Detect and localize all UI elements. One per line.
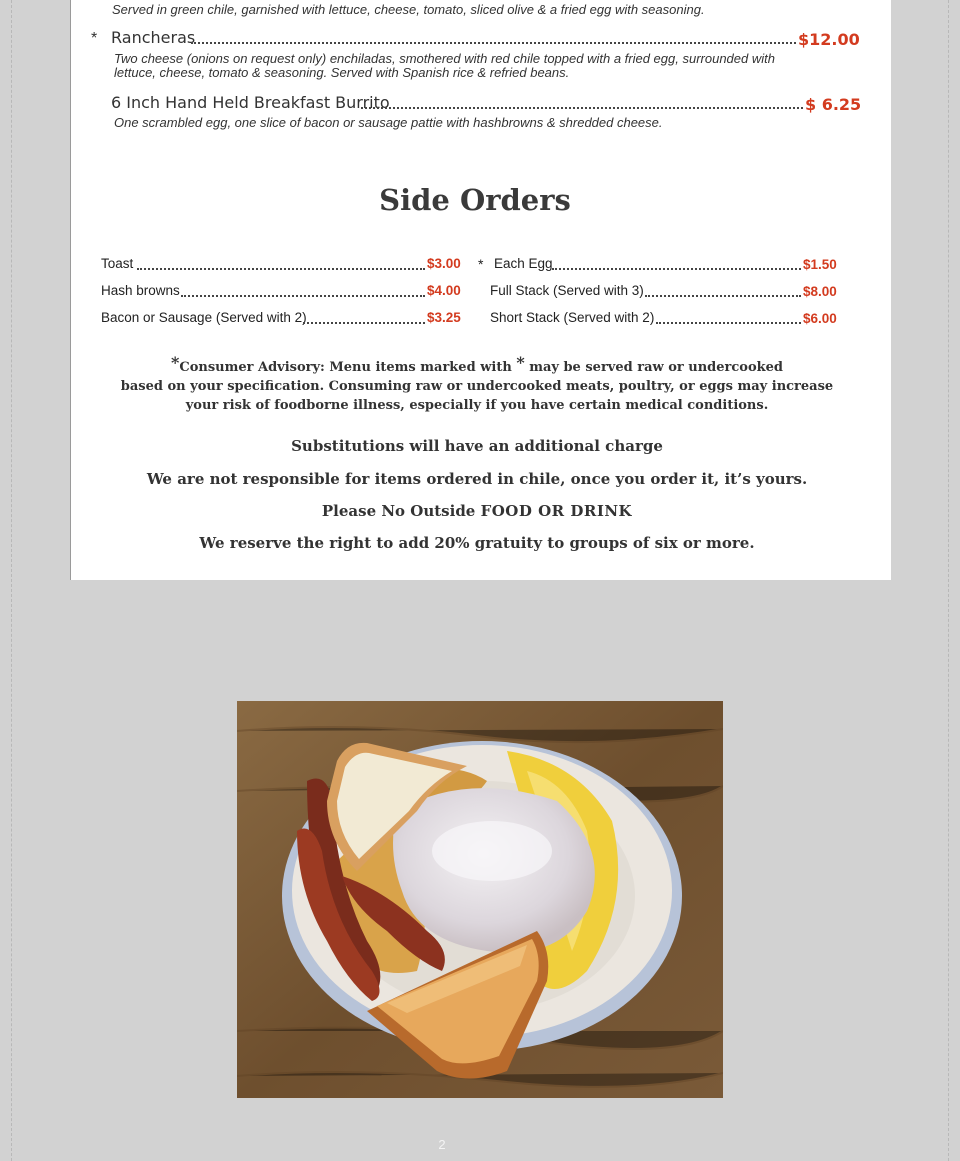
- raw-advisory-star-icon: *: [91, 30, 98, 47]
- side-item-price: $3.00: [427, 256, 461, 271]
- side-item-label: Full Stack (Served with 3): [490, 283, 644, 298]
- left-margin-guide: [11, 0, 12, 1161]
- menu-item-name: 6 Inch Hand Held Breakfast Burrito: [111, 93, 390, 112]
- menu-item-description: One scrambled egg, one slice of bacon or sausage pattie with hashbrowns & shredded cheese.: [114, 115, 663, 130]
- menu-page: [70, 0, 891, 580]
- dot-leader: [552, 268, 801, 270]
- menu-item-price: $ 6.25: [805, 95, 862, 114]
- substitutions-notice: Substitutions will have an additional charge: [291, 437, 663, 455]
- dot-leader: [191, 42, 796, 44]
- top-item-description: Served in green chile, garnished with lettuce, cheese, tomato, sliced olive & a fried egg with seasoning.: [112, 2, 705, 17]
- page-number: 2: [438, 1137, 446, 1152]
- menu-item-name: Rancheras: [111, 28, 196, 47]
- consumer-advisory: [71, 353, 883, 415]
- advisory-line-3: your risk of foodborne illness, especially if you have certain medical conditions.: [185, 398, 769, 413]
- right-margin-guide: [948, 0, 949, 1161]
- asterisk-icon: *: [516, 353, 525, 372]
- raw-advisory-star-icon: *: [478, 256, 484, 272]
- side-item-price: $8.00: [803, 284, 837, 299]
- side-item-label: Bacon or Sausage (Served with 2): [101, 310, 307, 325]
- asterisk-icon: *: [170, 353, 180, 372]
- side-item-label: Toast: [101, 256, 134, 271]
- side-item-price: $4.00: [427, 283, 461, 298]
- side-item-price: $6.00: [803, 311, 837, 326]
- dot-leader: [303, 322, 425, 324]
- side-item-label: Hash browns: [101, 283, 180, 298]
- breakfast-plate-photo: [237, 701, 723, 1098]
- dot-leader: [137, 268, 425, 270]
- section-title: Side Orders: [379, 183, 571, 217]
- side-item-price: $1.50: [803, 257, 837, 272]
- breakfast-plate-image: [237, 701, 723, 1098]
- advisory-line-2: based on your specification. Consuming raw or undercooked meats, poultry, or eggs may increase: [120, 379, 834, 394]
- outside-food-notice: Please No Outside FOOD OR DRINK: [321, 502, 633, 520]
- dot-leader: [361, 107, 803, 109]
- side-item-label: Short Stack (Served with 2): [490, 310, 655, 325]
- menu-item-description: Two cheese (onions on request only) enchiladas, smothered with red chile topped with a fried egg, surrounded with: [114, 51, 775, 66]
- gratuity-notice: We reserve the right to add 20% gratuity to groups of six or more.: [199, 534, 755, 552]
- chile-notice: We are not responsible for items ordered in chile, once you order it, it’s yours.: [146, 470, 808, 488]
- menu-item-price: $12.00: [798, 30, 860, 49]
- side-item-label: Each Egg: [494, 256, 553, 271]
- advisory-line-1: *Consumer Advisory: Menu items marked with * may be served raw or undercooked: [170, 353, 784, 375]
- dot-leader: [645, 295, 801, 297]
- dot-leader: [656, 322, 801, 324]
- side-item-price: $3.25: [427, 310, 461, 325]
- dot-leader: [181, 295, 425, 297]
- menu-item-description: lettuce, cheese, tomato & seasoning. Served with Spanish rice & refried beans.: [114, 65, 570, 80]
